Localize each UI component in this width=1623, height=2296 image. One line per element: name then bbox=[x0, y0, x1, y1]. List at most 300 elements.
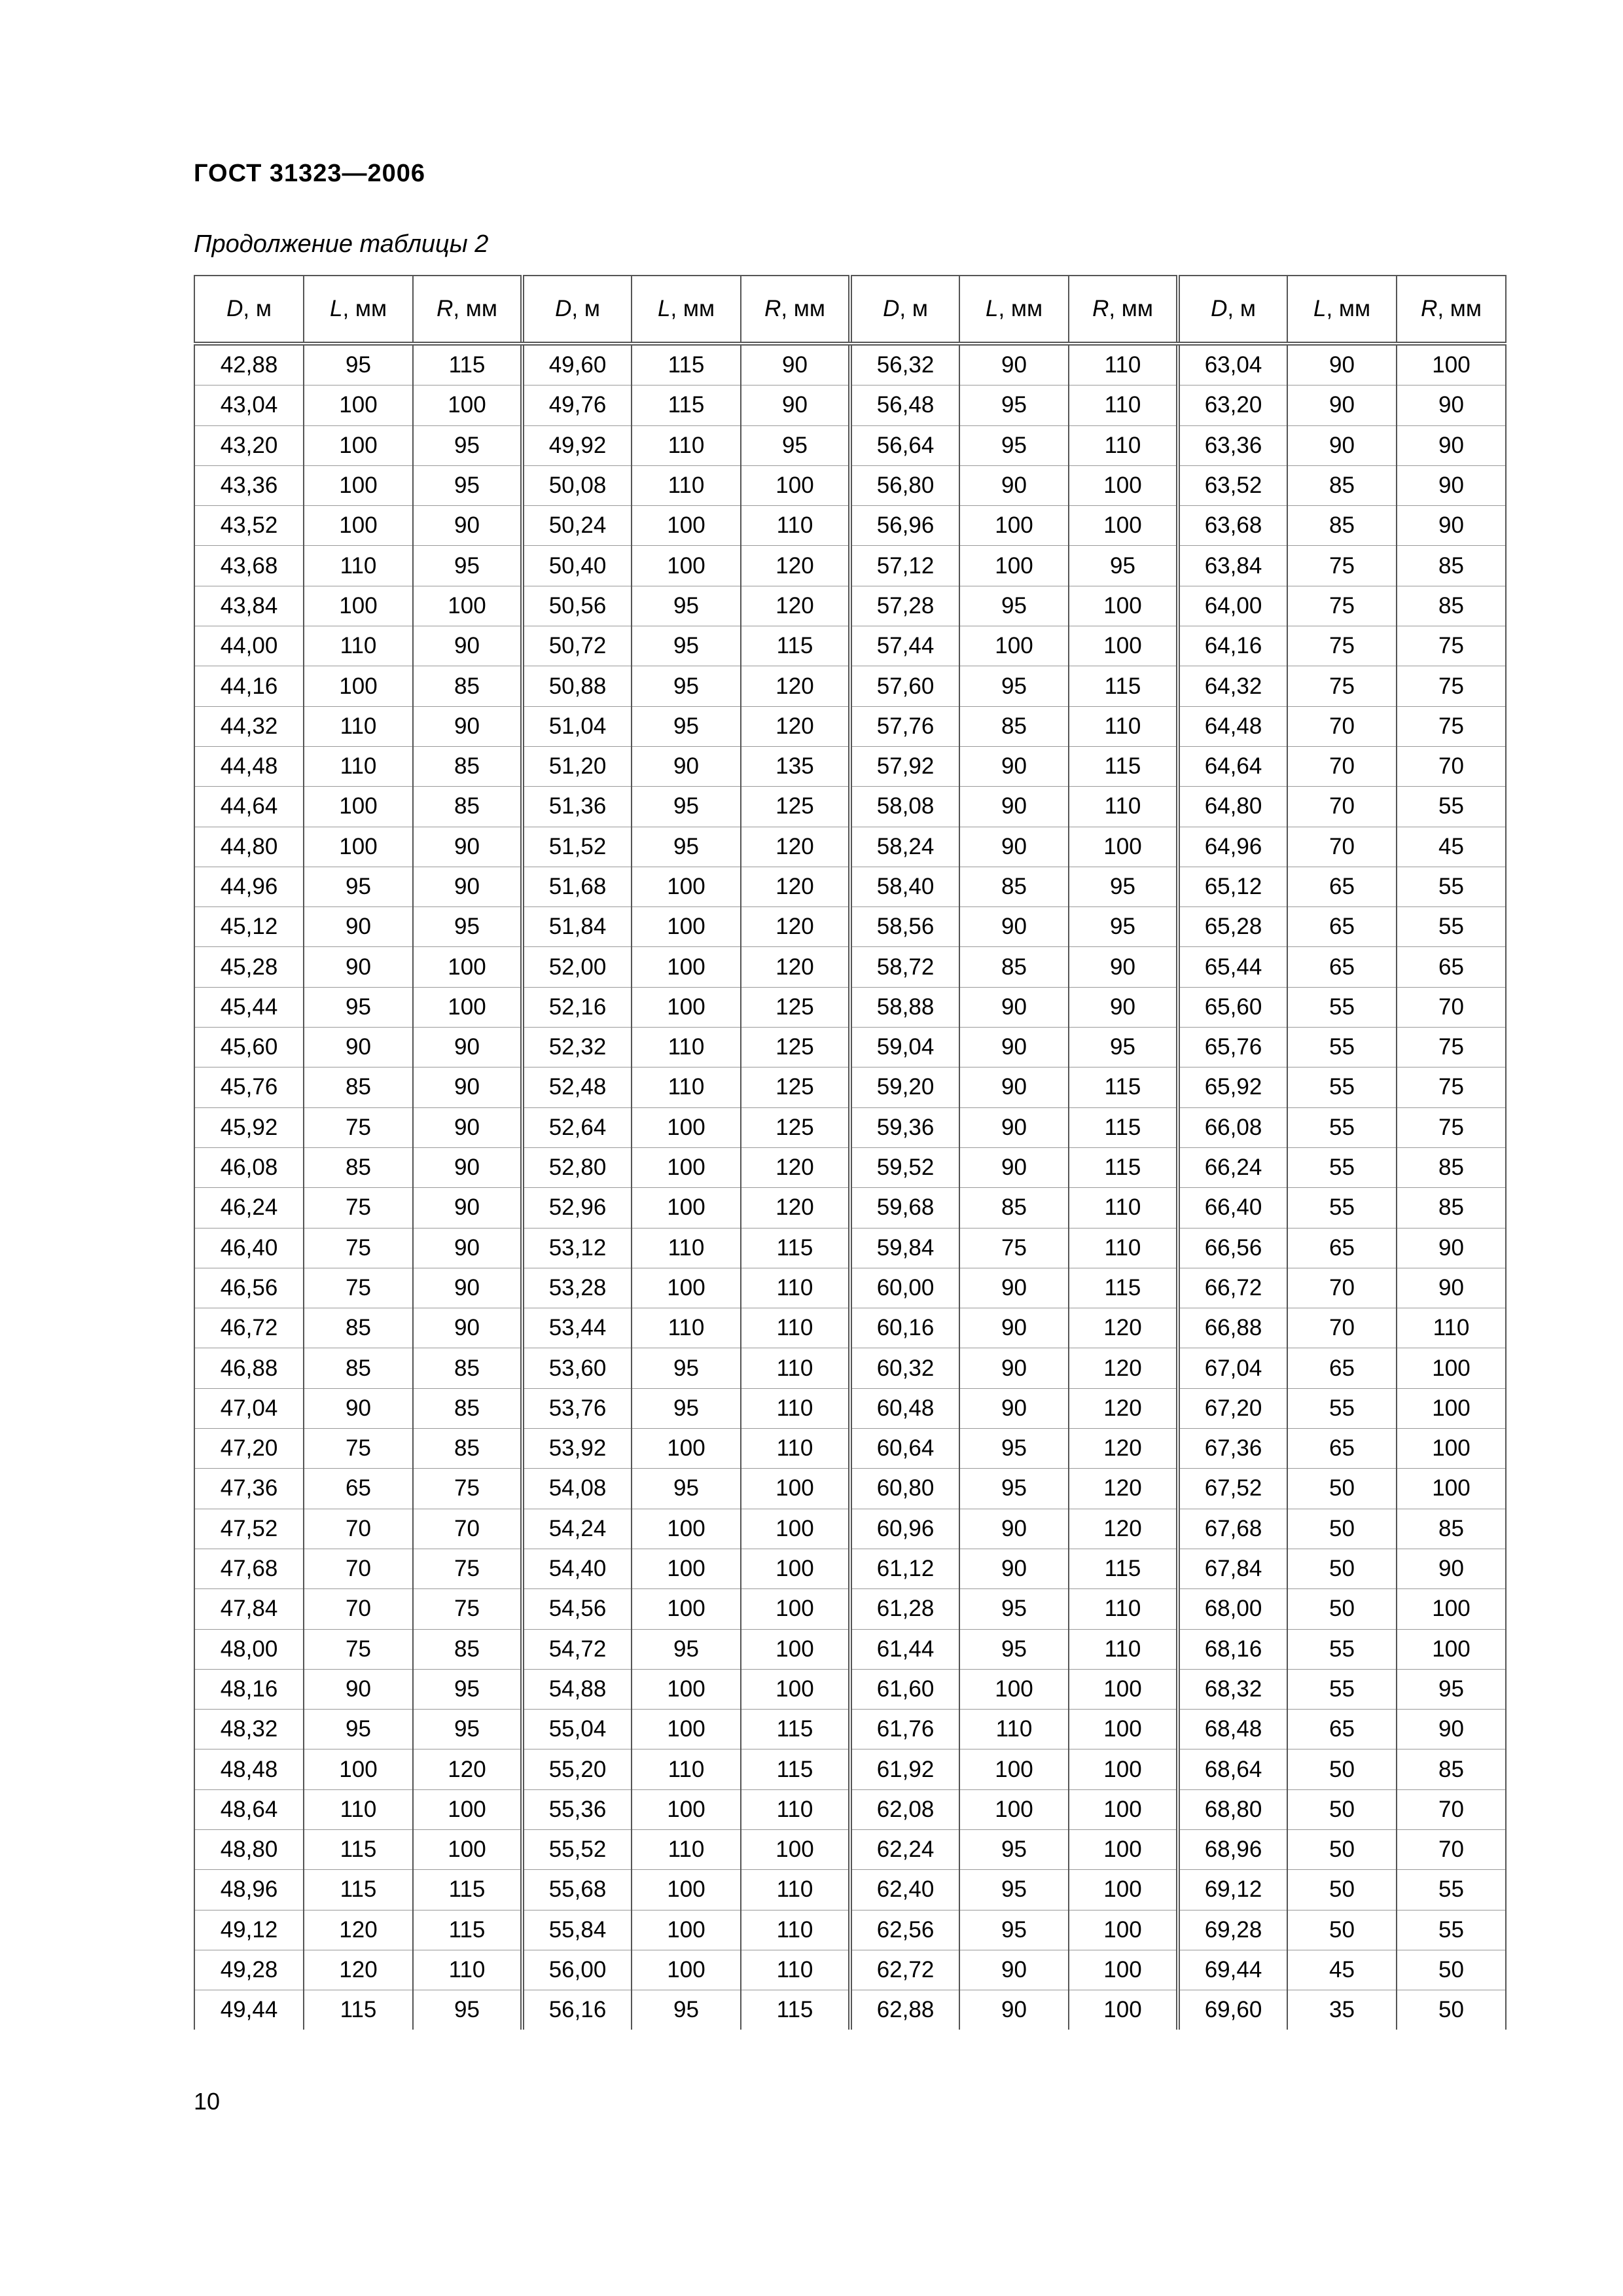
table-cell: 46,88 bbox=[194, 1348, 304, 1388]
table-cell: 90 bbox=[413, 1107, 522, 1147]
table-cell: 90 bbox=[413, 706, 522, 746]
table-cell: 110 bbox=[632, 1749, 741, 1789]
table-cell: 50 bbox=[1397, 1990, 1506, 2030]
table-cell: 100 bbox=[632, 907, 741, 947]
column-header bbox=[1178, 276, 1287, 344]
table-cell: 110 bbox=[632, 1028, 741, 1067]
table-cell: 90 bbox=[1287, 425, 1397, 465]
table-cell: 56,00 bbox=[522, 1950, 632, 1990]
table-cell: 90 bbox=[304, 1669, 413, 1709]
table-cell: 49,60 bbox=[522, 344, 632, 386]
table-row bbox=[194, 586, 1506, 626]
table-cell: 95 bbox=[413, 1710, 522, 1749]
page-number: 10 bbox=[194, 2088, 221, 2115]
table-row bbox=[194, 1950, 1506, 1990]
table-cell: 100 bbox=[741, 1469, 850, 1509]
table-cell: 44,80 bbox=[194, 827, 304, 867]
table-cell: 45 bbox=[1397, 827, 1506, 867]
table-cell: 100 bbox=[413, 386, 522, 425]
table-cell: 85 bbox=[413, 1429, 522, 1469]
table-cell: 60,96 bbox=[850, 1509, 959, 1549]
table-cell: 110 bbox=[1069, 1629, 1178, 1669]
table-cell: 95 bbox=[959, 1629, 1069, 1669]
table-cell: 90 bbox=[413, 1188, 522, 1228]
table-cell: 90 bbox=[413, 1067, 522, 1107]
table-cell: 68,00 bbox=[1178, 1589, 1287, 1629]
table-cell: 100 bbox=[632, 867, 741, 906]
table-cell: 95 bbox=[413, 1990, 522, 2030]
table-cell: 115 bbox=[304, 1870, 413, 1910]
table-cell: 85 bbox=[1397, 546, 1506, 586]
table-cell: 100 bbox=[959, 1669, 1069, 1709]
table-cell: 100 bbox=[632, 1589, 741, 1629]
table-cell: 120 bbox=[1069, 1348, 1178, 1388]
table-cell: 63,36 bbox=[1178, 425, 1287, 465]
table-cell: 100 bbox=[1069, 1669, 1178, 1709]
column-header bbox=[959, 276, 1069, 344]
table-cell: 110 bbox=[741, 1268, 850, 1308]
table-cell: 49,76 bbox=[522, 386, 632, 425]
table-cell: 115 bbox=[632, 344, 741, 386]
table-cell: 43,04 bbox=[194, 386, 304, 425]
table-cell: 85 bbox=[959, 706, 1069, 746]
table-cell: 47,36 bbox=[194, 1469, 304, 1509]
table-cell: 49,28 bbox=[194, 1950, 304, 1990]
table-cell: 110 bbox=[1069, 706, 1178, 746]
table-cell: 48,16 bbox=[194, 1669, 304, 1709]
table-cell: 115 bbox=[632, 386, 741, 425]
table-cell: 63,68 bbox=[1178, 506, 1287, 546]
column-variable: L bbox=[985, 296, 999, 321]
table-cell: 95 bbox=[632, 1629, 741, 1669]
table-cell: 45,76 bbox=[194, 1067, 304, 1107]
header-row bbox=[194, 276, 1506, 344]
table-cell: 100 bbox=[1397, 1348, 1506, 1388]
table-cell: 60,00 bbox=[850, 1268, 959, 1308]
table-cell: 90 bbox=[959, 1950, 1069, 1990]
table-cell: 120 bbox=[741, 1147, 850, 1187]
table-cell: 100 bbox=[413, 947, 522, 987]
table-cell: 100 bbox=[632, 1669, 741, 1709]
table-cell: 44,64 bbox=[194, 787, 304, 827]
table-cell: 68,64 bbox=[1178, 1749, 1287, 1789]
table-cell: 52,00 bbox=[522, 947, 632, 987]
table-cell: 90 bbox=[413, 1268, 522, 1308]
table-cell: 50,40 bbox=[522, 546, 632, 586]
table-cell: 70 bbox=[1287, 746, 1397, 786]
column-header bbox=[1287, 276, 1397, 344]
column-unit: , мм bbox=[1326, 296, 1371, 321]
table-cell: 125 bbox=[741, 1107, 850, 1147]
table-cell: 85 bbox=[1397, 1147, 1506, 1187]
table-row bbox=[194, 987, 1506, 1027]
table-cell: 100 bbox=[632, 1509, 741, 1549]
table-cell: 120 bbox=[1069, 1308, 1178, 1348]
column-unit: , мм bbox=[342, 296, 387, 321]
table-cell: 75 bbox=[304, 1107, 413, 1147]
table-cell: 63,04 bbox=[1178, 344, 1287, 386]
table-cell: 75 bbox=[1397, 1107, 1506, 1147]
table-cell: 100 bbox=[1397, 1388, 1506, 1428]
table-cell: 75 bbox=[1397, 1028, 1506, 1067]
table-cell: 54,72 bbox=[522, 1629, 632, 1669]
table-cell: 95 bbox=[304, 344, 413, 386]
table-cell: 50,08 bbox=[522, 465, 632, 505]
table-cell: 100 bbox=[632, 1789, 741, 1829]
table-cell: 110 bbox=[1069, 386, 1178, 425]
table-cell: 67,36 bbox=[1178, 1429, 1287, 1469]
table-cell: 51,20 bbox=[522, 746, 632, 786]
table-row bbox=[194, 1107, 1506, 1147]
table-cell: 50,24 bbox=[522, 506, 632, 546]
table-cell: 44,48 bbox=[194, 746, 304, 786]
table-cell: 100 bbox=[1069, 1710, 1178, 1749]
table-cell: 50 bbox=[1397, 1950, 1506, 1990]
table-caption: Продолжение таблицы 2 bbox=[194, 230, 489, 258]
column-variable: L bbox=[1313, 296, 1327, 321]
table-cell: 50 bbox=[1287, 1829, 1397, 1869]
table-cell: 55 bbox=[1287, 1629, 1397, 1669]
table-cell: 46,24 bbox=[194, 1188, 304, 1228]
table-cell: 100 bbox=[304, 827, 413, 867]
table-cell: 46,40 bbox=[194, 1228, 304, 1268]
table-cell: 100 bbox=[1069, 827, 1178, 867]
table-cell: 75 bbox=[304, 1629, 413, 1669]
table-cell: 100 bbox=[413, 987, 522, 1027]
table-row bbox=[194, 1589, 1506, 1629]
table-cell: 110 bbox=[304, 706, 413, 746]
table-cell: 45,92 bbox=[194, 1107, 304, 1147]
table-cell: 55,84 bbox=[522, 1910, 632, 1950]
table-cell: 69,60 bbox=[1178, 1990, 1287, 2030]
table-cell: 55,68 bbox=[522, 1870, 632, 1910]
table-cell: 90 bbox=[413, 827, 522, 867]
column-unit: , м bbox=[899, 296, 928, 321]
table-cell: 110 bbox=[741, 1429, 850, 1469]
table-cell: 110 bbox=[632, 465, 741, 505]
table-cell: 58,24 bbox=[850, 827, 959, 867]
column-variable: D bbox=[1211, 296, 1228, 321]
table-cell: 100 bbox=[1069, 586, 1178, 626]
table-cell: 90 bbox=[959, 1388, 1069, 1428]
table-cell: 90 bbox=[959, 1549, 1069, 1588]
table-cell: 59,04 bbox=[850, 1028, 959, 1067]
table-cell: 90 bbox=[959, 746, 1069, 786]
table-cell: 110 bbox=[1069, 1188, 1178, 1228]
table-cell: 50,72 bbox=[522, 626, 632, 666]
table-cell: 75 bbox=[413, 1469, 522, 1509]
column-variable: L bbox=[657, 296, 671, 321]
table-cell: 44,00 bbox=[194, 626, 304, 666]
table-cell: 100 bbox=[632, 1107, 741, 1147]
table-cell: 95 bbox=[632, 827, 741, 867]
table-cell: 85 bbox=[413, 666, 522, 706]
table-cell: 68,48 bbox=[1178, 1710, 1287, 1749]
table-cell: 48,48 bbox=[194, 1749, 304, 1789]
table-cell: 51,68 bbox=[522, 867, 632, 906]
column-unit: , мм bbox=[781, 296, 825, 321]
table-cell: 115 bbox=[741, 1749, 850, 1789]
table-cell: 45,28 bbox=[194, 947, 304, 987]
table-cell: 58,40 bbox=[850, 867, 959, 906]
table-head bbox=[194, 276, 1506, 344]
table-cell: 90 bbox=[1397, 1268, 1506, 1308]
table-cell: 120 bbox=[741, 706, 850, 746]
table-cell: 55 bbox=[1397, 787, 1506, 827]
table-cell: 70 bbox=[1397, 1829, 1506, 1869]
table-cell: 50 bbox=[1287, 1749, 1397, 1789]
table-cell: 60,48 bbox=[850, 1388, 959, 1428]
table-cell: 64,32 bbox=[1178, 666, 1287, 706]
table-cell: 95 bbox=[632, 1388, 741, 1428]
table-cell: 95 bbox=[959, 1429, 1069, 1469]
table-cell: 55 bbox=[1397, 1870, 1506, 1910]
table-cell: 95 bbox=[304, 987, 413, 1027]
table-cell: 95 bbox=[959, 1469, 1069, 1509]
table-cell: 115 bbox=[1069, 1107, 1178, 1147]
table-cell: 90 bbox=[1397, 386, 1506, 425]
table-cell: 85 bbox=[413, 1629, 522, 1669]
table-cell: 135 bbox=[741, 746, 850, 786]
table-cell: 100 bbox=[741, 1549, 850, 1588]
table-cell: 49,44 bbox=[194, 1990, 304, 2030]
table-row bbox=[194, 1429, 1506, 1469]
table-cell: 90 bbox=[959, 827, 1069, 867]
table-cell: 95 bbox=[959, 1910, 1069, 1950]
table-cell: 100 bbox=[632, 506, 741, 546]
table-cell: 100 bbox=[959, 506, 1069, 546]
table-cell: 65,44 bbox=[1178, 947, 1287, 987]
column-variable: R bbox=[1092, 296, 1109, 321]
table-row bbox=[194, 1348, 1506, 1388]
table-cell: 90 bbox=[304, 947, 413, 987]
column-variable: L bbox=[329, 296, 343, 321]
table-cell: 95 bbox=[413, 425, 522, 465]
table-cell: 58,72 bbox=[850, 947, 959, 987]
table-cell: 90 bbox=[304, 1388, 413, 1428]
table-cell: 100 bbox=[741, 1509, 850, 1549]
table-cell: 62,72 bbox=[850, 1950, 959, 1990]
table-cell: 120 bbox=[1069, 1509, 1178, 1549]
table-cell: 85 bbox=[1397, 1509, 1506, 1549]
table-cell: 115 bbox=[1069, 1549, 1178, 1588]
table-cell: 67,68 bbox=[1178, 1509, 1287, 1549]
table-cell: 100 bbox=[1069, 626, 1178, 666]
table-cell: 61,76 bbox=[850, 1710, 959, 1749]
table-cell: 49,92 bbox=[522, 425, 632, 465]
table-cell: 120 bbox=[1069, 1388, 1178, 1428]
table-cell: 100 bbox=[741, 1829, 850, 1869]
table-row bbox=[194, 344, 1506, 386]
table-cell: 55 bbox=[1287, 1188, 1397, 1228]
table-cell: 65,60 bbox=[1178, 987, 1287, 1027]
table-cell: 100 bbox=[1069, 1870, 1178, 1910]
table-cell: 70 bbox=[1287, 787, 1397, 827]
table-cell: 90 bbox=[741, 344, 850, 386]
table-cell: 57,12 bbox=[850, 546, 959, 586]
table-cell: 55,36 bbox=[522, 1789, 632, 1829]
table-cell: 64,96 bbox=[1178, 827, 1287, 867]
table-cell: 110 bbox=[304, 1789, 413, 1829]
table-cell: 58,08 bbox=[850, 787, 959, 827]
table-cell: 75 bbox=[1287, 666, 1397, 706]
column-unit: , мм bbox=[998, 296, 1043, 321]
table-row bbox=[194, 1629, 1506, 1669]
table-cell: 58,56 bbox=[850, 907, 959, 947]
table-cell: 66,88 bbox=[1178, 1308, 1287, 1348]
table-row bbox=[194, 1469, 1506, 1509]
table-cell: 95 bbox=[632, 1348, 741, 1388]
table-cell: 75 bbox=[413, 1549, 522, 1588]
table-cell: 68,32 bbox=[1178, 1669, 1287, 1709]
table-cell: 59,20 bbox=[850, 1067, 959, 1107]
table-cell: 90 bbox=[413, 867, 522, 906]
table-cell: 75 bbox=[1287, 586, 1397, 626]
table-row bbox=[194, 1789, 1506, 1829]
table-cell: 95 bbox=[959, 666, 1069, 706]
table-cell: 85 bbox=[959, 947, 1069, 987]
table-cell: 46,72 bbox=[194, 1308, 304, 1348]
column-variable: R bbox=[437, 296, 454, 321]
table-cell: 100 bbox=[632, 1549, 741, 1588]
table-row bbox=[194, 1268, 1506, 1308]
table-cell: 115 bbox=[741, 1228, 850, 1268]
table-cell: 95 bbox=[959, 1870, 1069, 1910]
table-cell: 95 bbox=[1069, 1028, 1178, 1067]
table-cell: 85 bbox=[1287, 465, 1397, 505]
table-cell: 52,32 bbox=[522, 1028, 632, 1067]
table-cell: 100 bbox=[1069, 1829, 1178, 1869]
table-cell: 110 bbox=[741, 1910, 850, 1950]
table-cell: 120 bbox=[741, 827, 850, 867]
table-cell: 63,52 bbox=[1178, 465, 1287, 505]
table-cell: 95 bbox=[632, 1990, 741, 2030]
table-cell: 100 bbox=[1397, 1469, 1506, 1509]
table-row bbox=[194, 1188, 1506, 1228]
table-cell: 120 bbox=[1069, 1429, 1178, 1469]
table-cell: 125 bbox=[741, 1028, 850, 1067]
table-cell: 85 bbox=[1397, 1749, 1506, 1789]
table-cell: 115 bbox=[413, 344, 522, 386]
table-cell: 50 bbox=[1287, 1589, 1397, 1629]
table-cell: 110 bbox=[1069, 1228, 1178, 1268]
table-row bbox=[194, 827, 1506, 867]
table-cell: 62,40 bbox=[850, 1870, 959, 1910]
table-row bbox=[194, 1308, 1506, 1348]
table-cell: 110 bbox=[1397, 1308, 1506, 1348]
table-cell: 50,56 bbox=[522, 586, 632, 626]
table-cell: 90 bbox=[959, 1990, 1069, 2030]
column-header bbox=[632, 276, 741, 344]
table-cell: 100 bbox=[632, 1710, 741, 1749]
table-cell: 43,52 bbox=[194, 506, 304, 546]
table-cell: 90 bbox=[959, 1348, 1069, 1388]
table-cell: 110 bbox=[632, 1829, 741, 1869]
table-cell: 56,96 bbox=[850, 506, 959, 546]
table-cell: 52,16 bbox=[522, 987, 632, 1027]
table-cell: 100 bbox=[1397, 1429, 1506, 1469]
table-cell: 90 bbox=[413, 1228, 522, 1268]
table-cell: 100 bbox=[632, 1910, 741, 1950]
table-cell: 90 bbox=[413, 1028, 522, 1067]
table-row bbox=[194, 1549, 1506, 1588]
table-cell: 64,80 bbox=[1178, 787, 1287, 827]
table-cell: 95 bbox=[959, 586, 1069, 626]
table-cell: 66,56 bbox=[1178, 1228, 1287, 1268]
table-cell: 75 bbox=[304, 1188, 413, 1228]
table-cell: 48,80 bbox=[194, 1829, 304, 1869]
table-row bbox=[194, 666, 1506, 706]
table-cell: 75 bbox=[1287, 546, 1397, 586]
table-cell: 110 bbox=[741, 1388, 850, 1428]
data-table bbox=[194, 275, 1507, 2030]
column-unit: , м bbox=[1227, 296, 1256, 321]
table-row bbox=[194, 1509, 1506, 1549]
column-header bbox=[413, 276, 522, 344]
table-cell: 90 bbox=[741, 386, 850, 425]
table-cell: 53,92 bbox=[522, 1429, 632, 1469]
table-cell: 90 bbox=[959, 1067, 1069, 1107]
table-cell: 52,80 bbox=[522, 1147, 632, 1187]
table-row bbox=[194, 465, 1506, 505]
column-variable: D bbox=[226, 296, 243, 321]
table-cell: 85 bbox=[304, 1348, 413, 1388]
table-cell: 110 bbox=[959, 1710, 1069, 1749]
table-cell: 110 bbox=[1069, 1589, 1178, 1629]
table-cell: 115 bbox=[1069, 1067, 1178, 1107]
table-cell: 100 bbox=[1069, 1749, 1178, 1789]
table-cell: 90 bbox=[959, 1107, 1069, 1147]
table-cell: 100 bbox=[1397, 1629, 1506, 1669]
table-cell: 68,96 bbox=[1178, 1829, 1287, 1869]
table-cell: 90 bbox=[959, 1028, 1069, 1067]
table-cell: 100 bbox=[1397, 344, 1506, 386]
table-cell: 95 bbox=[1069, 907, 1178, 947]
table-cell: 90 bbox=[1397, 1549, 1506, 1588]
table-cell: 100 bbox=[1397, 1589, 1506, 1629]
table-cell: 115 bbox=[304, 1829, 413, 1869]
table-cell: 52,48 bbox=[522, 1067, 632, 1107]
table-cell: 90 bbox=[1069, 947, 1178, 987]
table-cell: 100 bbox=[1069, 1990, 1178, 2030]
table-cell: 56,16 bbox=[522, 1990, 632, 2030]
table-cell: 115 bbox=[1069, 666, 1178, 706]
table-cell: 100 bbox=[959, 546, 1069, 586]
table-cell: 47,68 bbox=[194, 1549, 304, 1588]
table-cell: 100 bbox=[1069, 1950, 1178, 1990]
table-cell: 47,84 bbox=[194, 1589, 304, 1629]
table-cell: 100 bbox=[304, 586, 413, 626]
table-cell: 52,96 bbox=[522, 1188, 632, 1228]
table-cell: 55 bbox=[1397, 907, 1506, 947]
table-cell: 100 bbox=[304, 1749, 413, 1789]
column-header bbox=[522, 276, 632, 344]
table-cell: 110 bbox=[741, 1308, 850, 1348]
table-cell: 69,28 bbox=[1178, 1910, 1287, 1950]
table-cell: 51,84 bbox=[522, 907, 632, 947]
table-cell: 51,36 bbox=[522, 787, 632, 827]
table-cell: 110 bbox=[304, 746, 413, 786]
table-cell: 90 bbox=[413, 1147, 522, 1187]
table-cell: 53,44 bbox=[522, 1308, 632, 1348]
table-cell: 55,04 bbox=[522, 1710, 632, 1749]
table-cell: 90 bbox=[1397, 465, 1506, 505]
table-cell: 55 bbox=[1287, 1028, 1397, 1067]
table-cell: 95 bbox=[1069, 546, 1178, 586]
table-row bbox=[194, 1829, 1506, 1869]
table-cell: 70 bbox=[304, 1509, 413, 1549]
table-cell: 69,12 bbox=[1178, 1870, 1287, 1910]
